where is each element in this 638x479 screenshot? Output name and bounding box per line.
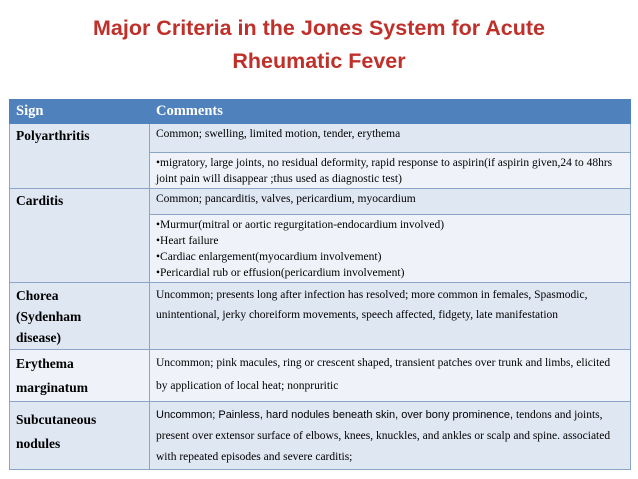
sign-line: Subcutaneous <box>16 412 97 427</box>
comment-carditis-1: Common; pancarditis, valves, pericardium, myocardium <box>150 189 631 215</box>
sign-polyarthritis: Polyarthritis <box>10 124 150 189</box>
sign-line: (Sydenham <box>16 309 82 324</box>
comment-erythema: Uncommon; pink macules, ring or crescent shaped, transient patches over trunk and limbs, elicited by application of local heat; nonpruritic <box>150 350 631 402</box>
comment-subcutaneous <box>150 402 631 470</box>
comment-chorea: Uncommon; presents long after infection has resolved; more common in females, Spasmodic, unintentional, jerky choreiform movements, speech affected, fidgety, late manifestation <box>150 283 631 350</box>
table-row-subcutaneous <box>10 402 631 470</box>
sign-carditis: Carditis <box>10 189 150 283</box>
title-line-2: Rheumatic Fever <box>232 49 406 73</box>
sign-subcutaneous <box>10 402 150 470</box>
slide-title <box>30 12 608 78</box>
header-sign: Sign <box>10 100 150 124</box>
title-line-1: Major Criteria in the Jones System for Acute <box>92 16 545 40</box>
sign-line: marginatum <box>16 380 88 395</box>
comment-polyarthritis-2: •migratory, large joints, no residual deformity, rapid response to aspirin(if aspirin given,24 to 48hrs joint pain will disappear ;thus used as diagnostic test) <box>150 153 631 189</box>
list-item: •Pericardial rub or effusion(pericardium involvement) <box>156 267 405 279</box>
list-item: •Cardiac enlargement(myocardium involvement) <box>156 251 382 263</box>
list-item: •Murmur(mitral or aortic regurgitation-endocardium involved) <box>156 219 445 231</box>
comment-polyarthritis-1: Common; swelling, limited motion, tender, erythema <box>150 124 631 153</box>
comment-subcutaneous-sans: Uncommon; Painless, hard nodules beneath skin, over bony prominence, <box>156 409 514 421</box>
sign-erythema <box>10 350 150 402</box>
sign-line: Erythema <box>16 356 74 371</box>
table-row-polyarthritis <box>10 124 631 153</box>
comment-subcutaneous-rest: tendons and joints, present over extensor surface of elbows, knees, knuckles, and ankles or scalp and spine. associated with repeated episodes and severe carditis; <box>156 409 611 463</box>
sign-line: nodules <box>16 436 61 451</box>
header-comments: Comments <box>150 100 631 124</box>
header-row <box>10 100 631 124</box>
jones-criteria-table <box>9 99 631 470</box>
table-row-erythema <box>10 350 631 402</box>
table-row-carditis <box>10 189 631 215</box>
sign-line: disease) <box>16 330 61 345</box>
sign-chorea <box>10 283 150 350</box>
sign-line: Chorea <box>16 288 59 303</box>
comment-carditis-list <box>150 215 631 283</box>
list-item: •Heart failure <box>156 235 219 247</box>
table-row-chorea <box>10 283 631 350</box>
